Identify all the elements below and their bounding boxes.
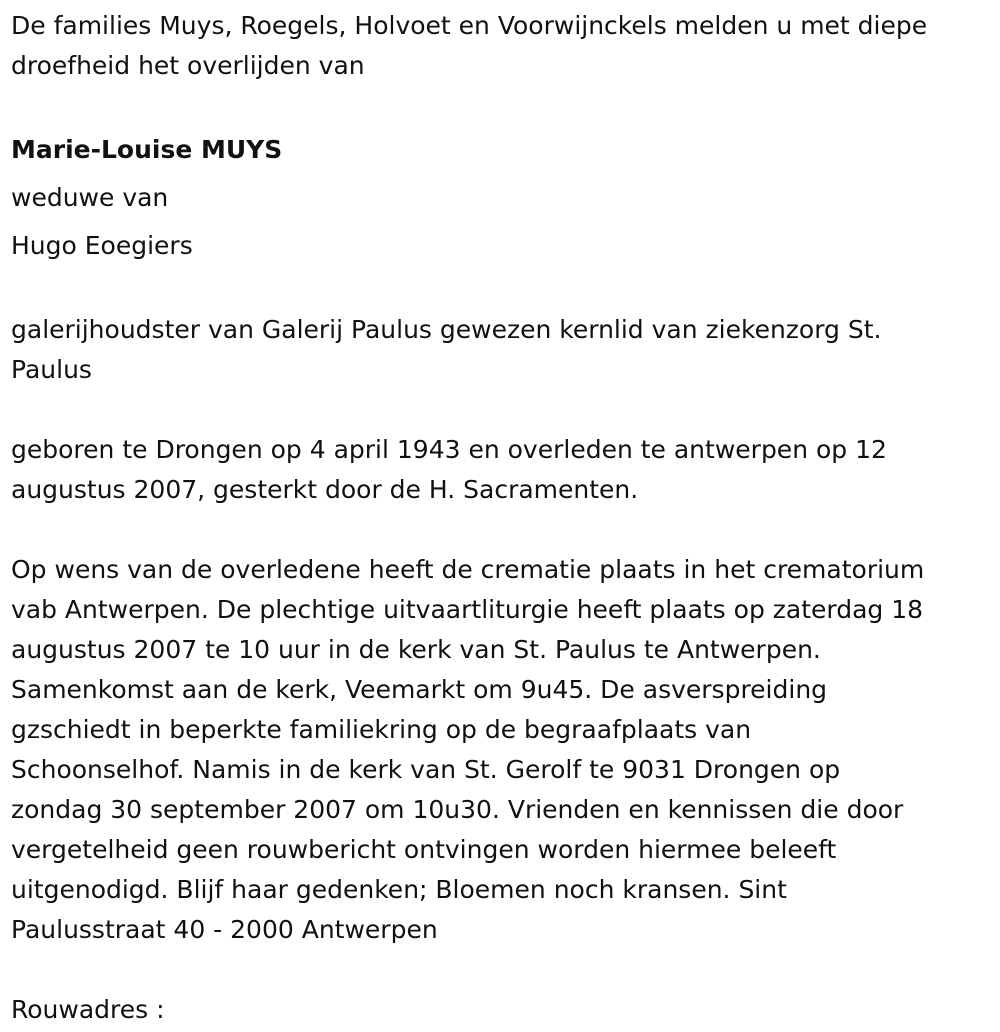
birth-death-paragraph [11,430,993,510]
ceremony-line: vab Antwerpen. De plechtige uitvaartliturgie heeft plaats op zaterdag 18 [11,595,924,624]
ceremony-line: augustus 2007 te 10 uur in de kerk van St. Paulus te Antwerpen. [11,635,821,664]
ceremony-line: Paulusstraat 40 - 2000 Antwerpen [11,915,438,944]
occupation-line: galerijhoudster van Galerij Paulus gewezen kernlid van ziekenzorg St. [11,315,882,344]
spouse-name: Hugo Eoegiers [11,231,193,260]
ceremony-line: vergetelheid geen rouwbericht ontvingen worden hiermee beleeft [11,835,837,864]
ceremony-line: Op wens van de overledene heeft de crematie plaats in het crematorium [11,555,925,584]
ceremony-line: Schoonselhof. Namis in de kerk van St. Gerolf te 9031 Drongen op [11,755,841,784]
address-label: Rouwadres : [11,995,165,1024]
deceased-block [11,126,993,270]
occupation-paragraph [11,310,993,390]
ceremony-line: zondag 30 september 2007 om 10u30. Vrienden en kennissen die door [11,795,904,824]
intro-line: De families Muys, Roegels, Holvoet en Voorwijnckels melden u met diepe [11,11,928,40]
deceased-name: Marie-Louise MUYS [11,135,283,164]
birth-death-line: augustus 2007, gesterkt door de H. Sacramenten. [11,475,639,504]
intro-line: droefheid het overlijden van [11,51,365,80]
ceremony-line: Samenkomst aan de kerk, Veemarkt om 9u45. De asverspreiding [11,675,828,704]
intro-paragraph [11,6,993,86]
birth-death-line: geboren te Drongen op 4 april 1943 en overleden te antwerpen op 12 [11,435,887,464]
ceremony-paragraph [11,550,993,950]
address-block [11,990,993,1030]
obituary-document [11,6,993,1030]
widow-label: weduwe van [11,183,169,212]
ceremony-line: gzschiedt in beperkte familiekring op de begraafplaats van [11,715,752,744]
ceremony-line: uitgenodigd. Blijf haar gedenken; Bloemen noch kransen. Sint [11,875,787,904]
occupation-line: Paulus [11,355,92,384]
